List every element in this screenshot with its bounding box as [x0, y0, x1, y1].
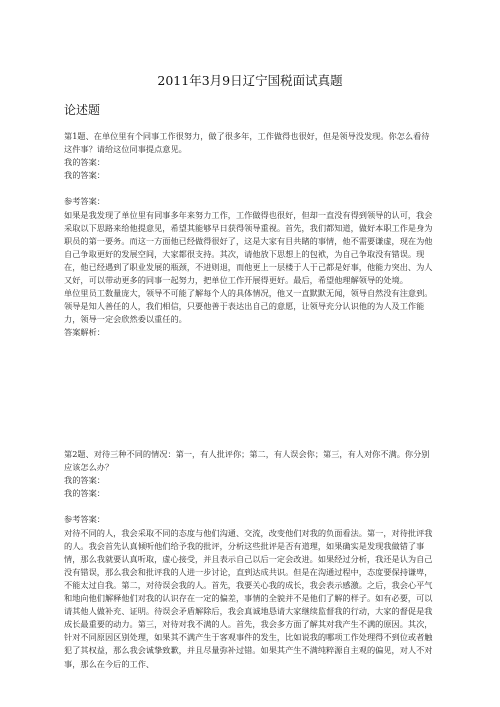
- reference-answer-label: 参考答案：: [64, 196, 105, 207]
- my-answer-label: 我的答案：: [64, 475, 105, 486]
- question-text: 第2题、对待三种不同的情况：第一，有人批评你；第二，有人误会你；第三，有人对你不满。你分别应该怎么办？: [64, 449, 430, 473]
- page-title: 2011年3月9日辽宁国税面试真题: [157, 73, 343, 88]
- question-block-2: [64, 448, 434, 671]
- my-answer-label: 我的答案：: [64, 488, 105, 499]
- reference-answer-label: 参考答案：: [64, 514, 105, 525]
- my-answer-label: 我的答案：: [64, 170, 105, 181]
- reference-answer-text: 单位里员工数量庞大，领导不可能了解每个人的具体情况，他又一直默默无闻，领导自然没有注意到。领导是知人善任的人，我们相信，只要他善于表达出自己的意愿，让领导充分认识他的为人及工作能力，领导一定会欣然委以重任的。: [64, 288, 433, 325]
- my-answer-label: 我的答案：: [64, 157, 105, 168]
- reference-answer-text: 对待不同的人，我会采取不同的态度与他们沟通、交流，改变他们对我的负面看法。第一，对待批评我的人。我会首先认真倾听他们给予我的批评，分析这些批评是否有道理，如果确实是发现我做错了事情，那么我就要认真听取，虚心接受，并且表示自己以后一定会改进。如果经过分析，我还是认为自己没有错误，那么我会和批评我的人进一步讨论，直到达成共识。但是在沟通过程中，态度要保持谦卑，不能太过自我。第二，对待误会我的人。首先，我要关心我的成长，我会表示感激。之后，我会心平气和地向他们解释他们对我的认识存在一定的偏差，事情的全貌并不是他们了解的样子。如有必要，可以请其他人做补充、证明。待误会矛盾解除后，我会真诚地恳请大家继续监督我的行动，大家的督促是我成长最重要的动力。第三，对待对我不满的人。首先，我会多方面了解其对我产生不满的原因。其次，针对不同原因区别处理，如果其不满产生于客观事件的发生，比如说我的哪项工作处理得不到位或者触犯了其权益，那么我会诚挚致歉，并且尽量弥补过错。如果其产生不满纯粹源自主观的偏见，对人不对事，那么在今后的工作、: [64, 527, 433, 669]
- question-block-1: [64, 130, 434, 340]
- section-heading: 论述题: [64, 103, 101, 117]
- reference-answer-text: 如果是我发现了单位里有同事多年来努力工作，工作做得也很好，但却一直没有得到领导的认可，我会采取以下思路来给他提意见，希望其能够早日获得领导重视。首先，我们都知道，做好本职工作是身为职员的第一要务。而这一方面他已经做得很好了，这是大家有目共睹的事情，他不需要谦虚，现在为他自己争取更好的发展空间，大家都很支持。其次，请他放下思想上的包袱，为自己争取没有错误。现在，他已经遇到了职业发展的瓶颈，不进则退，而他更上一层楼于人于己都是好事，他能力突出、为人又好，可以带动更多的同事一起努力，把单位工作开展得更好。最后，希望他理解领导的处境。: [64, 209, 433, 286]
- answer-analysis-label: 答案解析：: [64, 327, 105, 338]
- question-text: 第1题、在单位里有个同事工作很努力，做了很多年，工作做得也很好，但是领导没发现。你怎么看待这件事？请给这位同事提点意见。: [64, 131, 430, 155]
